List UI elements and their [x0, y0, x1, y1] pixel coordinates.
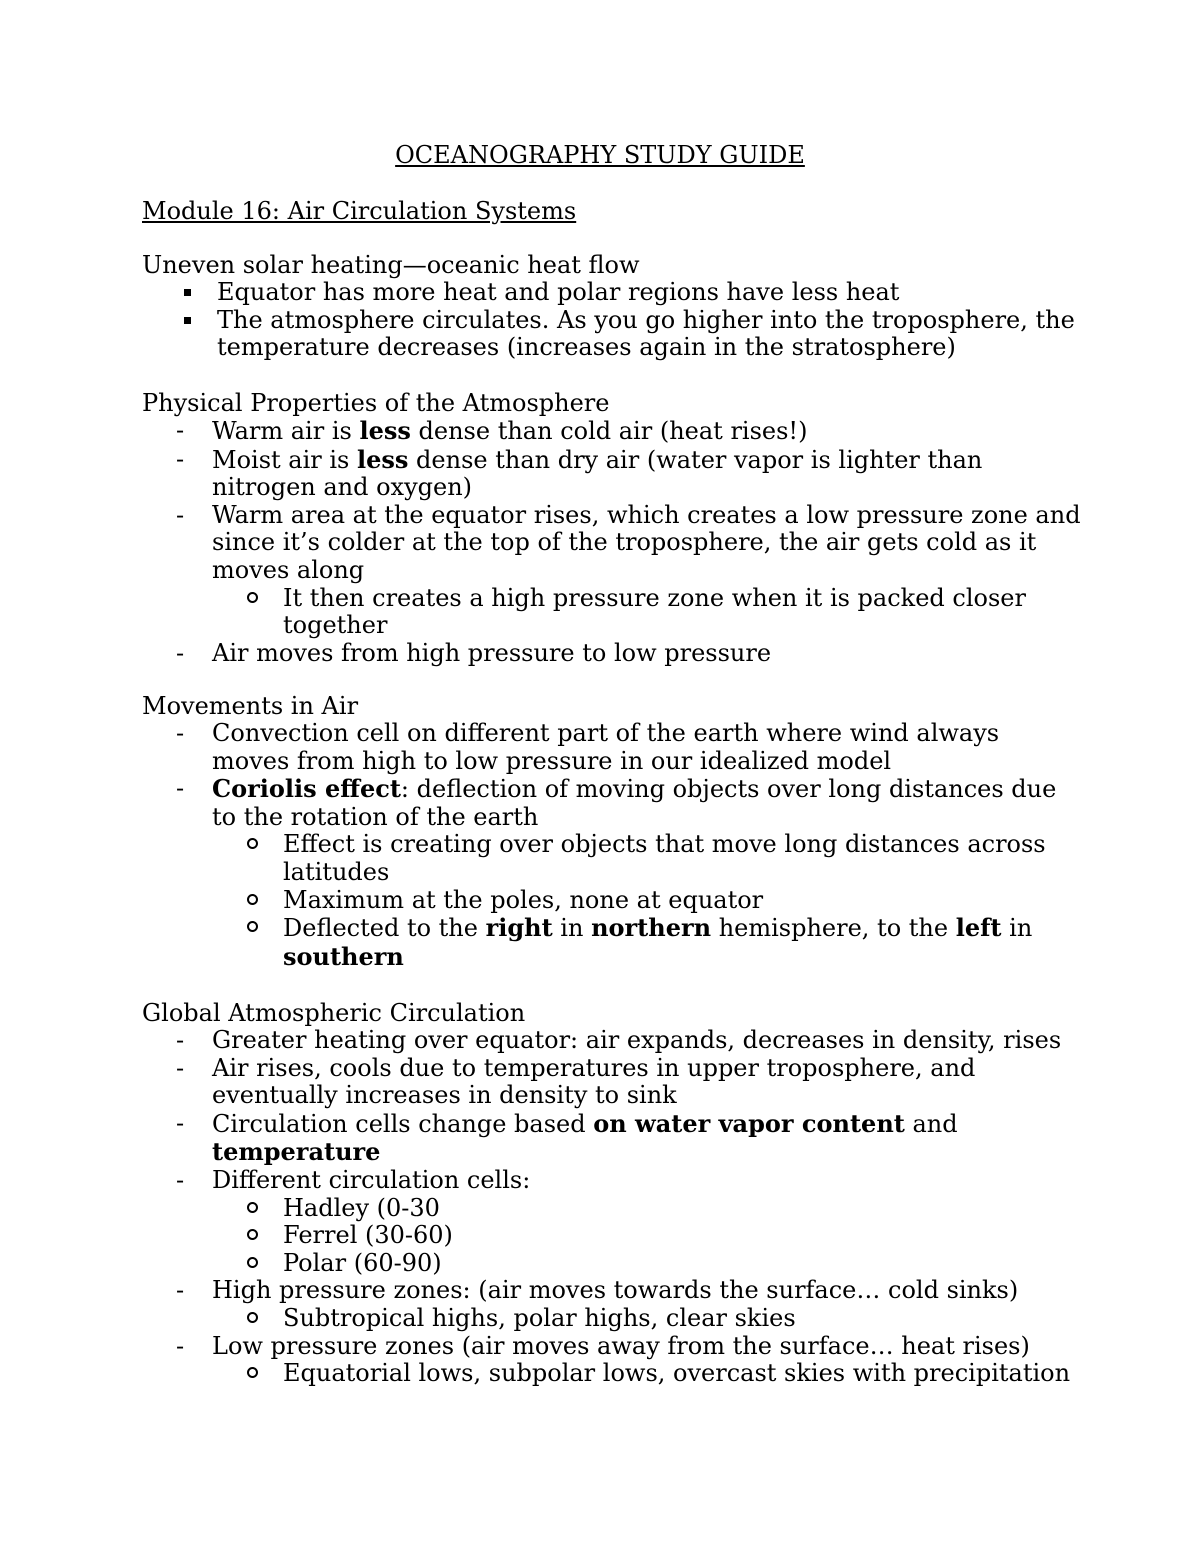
dash-bullet-icon: -	[176, 1165, 185, 1194]
list-item-text: Air rises, cools due to temperatures in upper troposphere, and eventually increases in density to sink	[212, 1053, 976, 1110]
list-item	[142, 417, 1082, 446]
sub-list-item	[142, 1305, 1082, 1333]
bold-term: Coriolis effect	[212, 774, 401, 804]
list-item-text: Convection cell on different part of the earth where wind always moves from high to low pressure in our idealized model	[212, 719, 1000, 775]
list-item	[142, 1277, 1082, 1305]
document-title: OCEANOGRAPHY STUDY GUIDE	[395, 141, 805, 169]
sub-list-item	[142, 1360, 1082, 1388]
list-item-text: Equatorial lows, subpolar lows, overcast skies with precipitation	[283, 1359, 1071, 1388]
bold-term: on water vapor content	[593, 1108, 905, 1138]
bold-term: southern	[283, 941, 404, 971]
text-run: in	[1001, 914, 1033, 943]
text-run: dense than cold air (heat rises!)	[410, 417, 808, 445]
list-item-text: Greater heating over equator: air expands, decreases in density, rises	[212, 1026, 1062, 1054]
circle-bullet-icon	[247, 914, 258, 942]
text-run: hemisphere, to the	[711, 914, 956, 943]
text-run: and	[904, 1109, 958, 1138]
text-run: in	[552, 914, 592, 943]
list-item	[142, 1167, 1082, 1195]
list-item	[142, 279, 1082, 307]
dash-bullet-icon: -	[176, 416, 185, 444]
sub-list-item	[142, 1250, 1082, 1278]
dash-bullet-icon: -	[176, 1108, 185, 1137]
circle-bullet-icon	[247, 1250, 258, 1278]
list-item	[142, 1027, 1082, 1055]
sub-list-item	[142, 831, 1082, 886]
circle-bullet-icon	[247, 831, 258, 859]
text-run: Circulation cells change based	[212, 1109, 594, 1138]
list-item	[142, 307, 1082, 362]
circle-bullet-icon	[247, 1195, 258, 1223]
square-bullet-icon	[184, 279, 191, 307]
list-item	[142, 640, 1082, 668]
list-item	[142, 502, 1082, 585]
circle-bullet-icon	[247, 1222, 258, 1250]
dash-bullet-icon: -	[176, 444, 185, 473]
list-item-text: Equator has more heat and polar regions have less heat	[217, 278, 900, 306]
square-bullet-icon	[184, 307, 191, 335]
dash-bullet-icon: -	[176, 500, 185, 529]
circle-bullet-icon	[247, 585, 258, 613]
section-movements-in-air	[142, 692, 1082, 971]
list-item-text: High pressure zones: (air moves towards the surface… cold sinks)	[212, 1276, 1019, 1305]
dash-bullet-icon: -	[176, 1331, 185, 1360]
list-item-text: Maximum at the poles, none at equator	[283, 885, 764, 914]
bold-term: less	[357, 444, 409, 474]
circle-bullet-icon	[247, 1360, 258, 1388]
list-item	[142, 720, 1082, 775]
list-item-text: Different circulation cells:	[212, 1165, 531, 1194]
sub-list-item	[142, 914, 1082, 971]
sub-list-item	[142, 1222, 1082, 1250]
section-heading: Movements in Air	[142, 692, 359, 720]
list-item-text: Polar (60-90)	[283, 1248, 442, 1277]
list-item	[142, 446, 1082, 502]
list-item	[142, 1110, 1082, 1167]
dash-bullet-icon: -	[176, 1053, 185, 1082]
list-item-text: Effect is creating over objects that move long distances across latitudes	[283, 830, 1046, 886]
sub-list-item	[142, 585, 1082, 640]
list-item	[142, 1055, 1082, 1110]
bold-term: northern	[591, 913, 712, 943]
list-item-text: It then creates a high pressure zone when it is packed closer together	[283, 583, 1026, 640]
dash-bullet-icon: -	[176, 719, 185, 747]
dash-bullet-icon: -	[176, 1026, 185, 1054]
sub-list-item	[142, 1195, 1082, 1223]
section-uneven-heating	[142, 251, 1082, 362]
bold-term: less	[359, 416, 411, 445]
dash-bullet-icon: -	[176, 1276, 185, 1305]
section-heading: Physical Properties of the Atmosphere	[142, 389, 610, 417]
text-run: Warm air is	[212, 417, 360, 445]
circle-bullet-icon	[247, 887, 258, 915]
list-item-text: Subtropical highs, polar highs, clear skies	[283, 1303, 796, 1332]
section-global-circulation	[142, 999, 1082, 1388]
section-physical-properties	[142, 389, 1082, 667]
bold-term: right	[485, 913, 553, 943]
module-heading: Module 16: Air Circulation Systems	[142, 197, 577, 225]
section-heading: Global Atmospheric Circulation	[142, 999, 526, 1027]
section-heading: Uneven solar heating—oceanic heat flow	[142, 251, 640, 279]
list-item-text: Air moves from high pressure to low pressure	[212, 638, 772, 667]
text-run: Deflected to the	[283, 914, 486, 943]
list-item	[142, 775, 1082, 831]
list-item-text: Hadley (0-30	[283, 1193, 440, 1222]
text-run: dense than dry air (water vapor is lighter than nitrogen and oxygen)	[212, 445, 983, 502]
circle-bullet-icon	[247, 1305, 258, 1333]
bold-term: temperature	[212, 1137, 381, 1167]
list-item-text: The atmosphere circulates. As you go higher into the troposphere, the temperature decreases (increases again in the stratosphere)	[217, 305, 1075, 362]
text-run: Moist air is	[212, 445, 357, 474]
list-item	[142, 1333, 1082, 1361]
dash-bullet-icon: -	[176, 774, 185, 803]
list-item-text: Ferrel (30-60)	[283, 1221, 453, 1250]
text-run: : deflection of moving objects over long distances due to the rotation of the earth	[212, 775, 1057, 831]
list-item-text: Low pressure zones (air moves away from the surface… heat rises)	[212, 1331, 1030, 1360]
list-item-text: Warm area at the equator rises, which creates a low pressure zone and since it’s colder at the top of the troposphere, the air gets cold as it moves along	[212, 500, 1081, 584]
dash-bullet-icon: -	[176, 638, 185, 667]
sub-list-item	[142, 887, 1082, 915]
bold-term: left	[955, 913, 1002, 943]
